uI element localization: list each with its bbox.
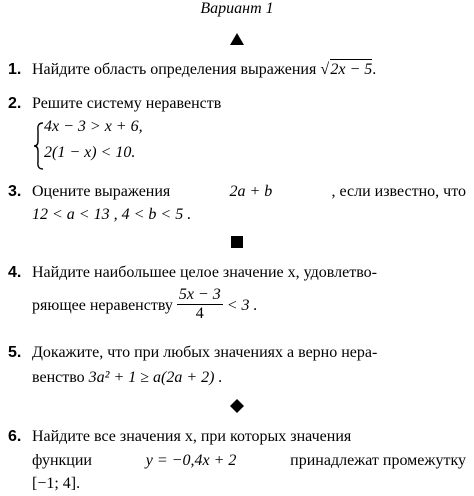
problem-5-line-2 xyxy=(32,369,223,387)
problem-4-line-2 xyxy=(32,288,258,325)
problem-1-radicand: 2x − 5 xyxy=(330,61,373,78)
problem-6-text-a: функции xyxy=(32,452,92,469)
fraction-numerator: 5x − 3 xyxy=(178,286,221,303)
problem-4-text: ряющее неравенству xyxy=(32,297,173,315)
problem-4-number: 4. xyxy=(8,264,22,281)
problem-3-text-b: , если известно, что xyxy=(331,183,466,200)
problem-6-interval: [−1; 4]. xyxy=(32,475,81,492)
problem-4-line-1: Найдите наибольшее целое значение x, удовлетво- xyxy=(32,264,377,281)
problem-2-inequality-1: 4x − 3 > x + 6, xyxy=(44,118,143,135)
diamond-icon xyxy=(228,397,246,415)
problem-6-number: 6. xyxy=(8,428,22,445)
problem-6-line-1: Найдите все значения x, при которых значения xyxy=(32,428,352,445)
triangle-icon xyxy=(228,30,246,48)
problem-3-number: 3. xyxy=(8,183,22,200)
problem-2-statement: Решите систему неравенств xyxy=(32,95,222,112)
problem-5-number: 5. xyxy=(8,344,22,361)
problem-4-fraction xyxy=(177,286,223,323)
problem-6-line-2 xyxy=(32,452,466,470)
square-icon xyxy=(228,233,246,251)
problem-1-end: . xyxy=(372,61,377,78)
problem-3-text-a: Оцените выражения xyxy=(32,183,171,200)
problem-2-number: 2. xyxy=(8,95,22,112)
system-brace xyxy=(34,122,44,170)
problem-1-text xyxy=(32,61,376,79)
problem-1-sqrt: √ 2x − 5 xyxy=(320,61,373,78)
problem-5-inequality: 3a² + 1 ≥ a(2a + 2) . xyxy=(88,369,223,386)
problem-4-inequality-tail: < 3 . xyxy=(226,297,258,315)
problem-6-function: y = −0,4x + 2 xyxy=(145,452,237,469)
problem-3-conditions: 12 < a < 13 , 4 < b < 5 . xyxy=(32,206,192,223)
problem-3-expression: 2a + b xyxy=(229,183,273,200)
problem-1-number: 1. xyxy=(8,61,22,78)
problem-5-text: венство xyxy=(32,369,85,386)
problem-3-line-1 xyxy=(32,183,466,201)
problem-6-text-b: принадлежат промежутку xyxy=(290,452,466,469)
problem-2-inequality-2: 2(1 − x) < 10. xyxy=(44,144,136,161)
problem-1-statement: Найдите область определения выражения xyxy=(32,61,317,78)
variant-title: Вариант 1 xyxy=(200,0,274,17)
problem-5-line-1: Докажите, что при любых значениях a верно нера- xyxy=(32,344,378,361)
fraction-denominator: 4 xyxy=(195,305,204,322)
